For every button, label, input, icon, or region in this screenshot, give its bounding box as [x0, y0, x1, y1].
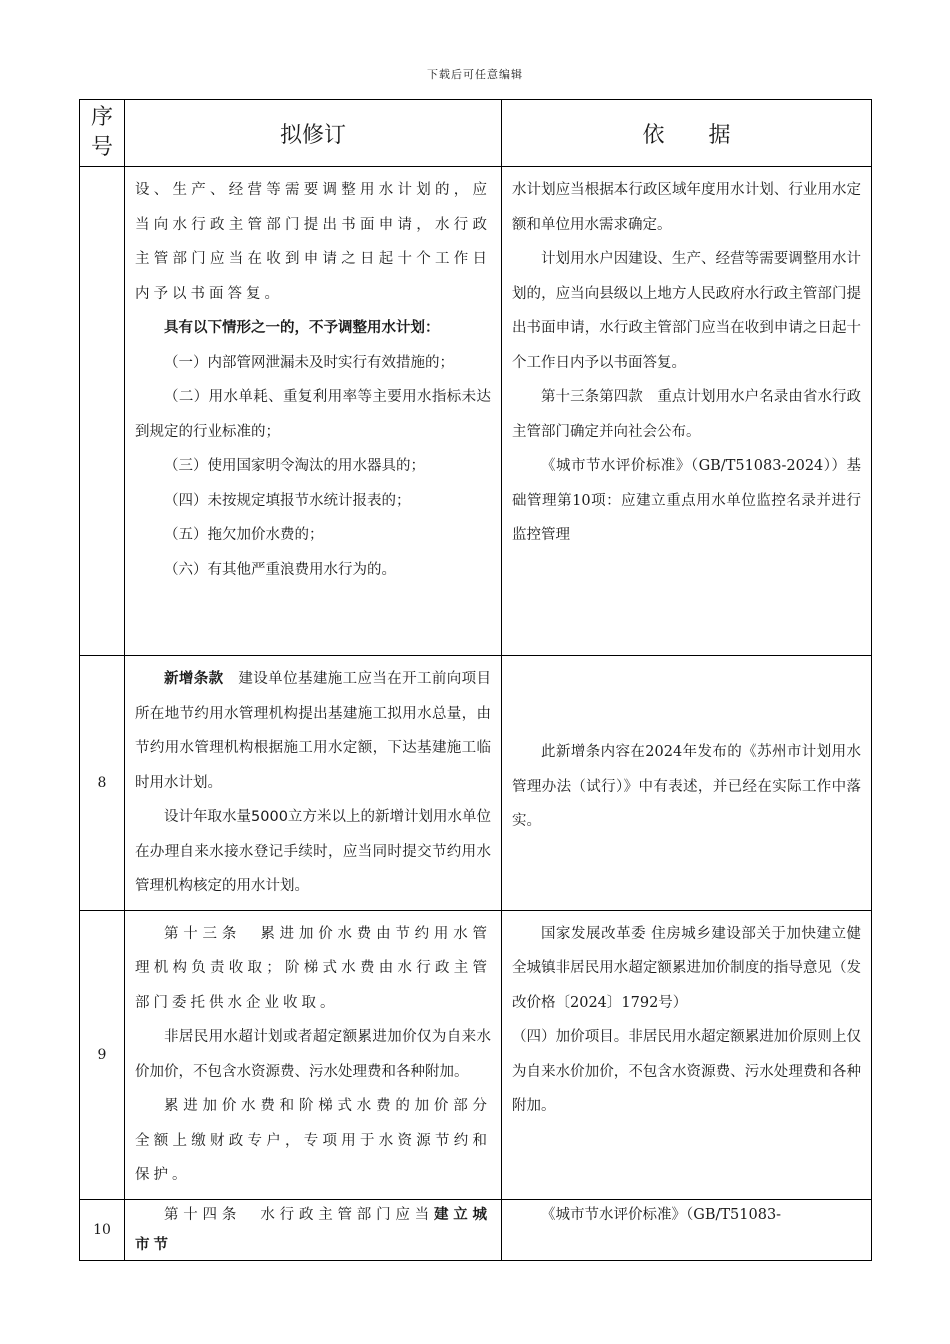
revision-paragraph: （五）拖欠加价水费的；	[164, 527, 324, 543]
header-seq-line2: 号	[90, 135, 113, 160]
revision-cell	[125, 910, 502, 1199]
revision-table	[79, 99, 872, 1261]
row-number	[80, 167, 125, 656]
revision-cell	[125, 167, 502, 656]
revision-paragraph	[135, 1200, 491, 1260]
revision-paragraph: 非居民用水超计划或者超定额累进加价仅为自来水价加价，不包含水资源费、污水处理费和各种附加。	[135, 1029, 491, 1080]
revision-text-bold: 建立城市节	[135, 1206, 491, 1253]
basis-cell	[502, 910, 872, 1199]
row-number: 8	[80, 656, 125, 911]
table-row	[80, 910, 872, 1199]
revision-paragraph: 设计年取水量5000立方米以上的新增计划用水单位在办理自来水接水登记手续时，应当同时提交节约用水管理机构核定的用水计划。	[135, 809, 491, 894]
header-revision: 拟修订	[125, 100, 502, 167]
basis-paragraph: （四）加价项目。非居民用水超定额累进加价原则上仅为自来水价加价，不包含水资源费、污水处理费和各种附加。	[512, 1029, 861, 1114]
table-row	[80, 656, 872, 911]
header-seq	[80, 100, 125, 167]
new-clause-label: 新增条款	[164, 671, 224, 687]
basis-paragraph: 《城市节水评价标准》（GB/T51083-	[541, 1206, 782, 1223]
revision-paragraph: （四）未按规定填报节水统计报表的；	[164, 492, 411, 509]
basis-cell	[502, 1199, 872, 1260]
basis-cell	[502, 167, 872, 656]
revision-paragraph: （六）有其他严重浪费用水行为的。	[164, 561, 396, 578]
row-number: 10	[80, 1199, 125, 1260]
basis-paragraph: 国家发展改革委 住房城乡建设部关于加快建立健全城镇非居民用水超定额累进加价制度的指导意见（发改价格〔2024〕1792号）	[512, 925, 861, 1011]
revision-cell	[125, 1199, 502, 1260]
new-clause-text: 建设单位基建施工应当在开工前向项目所在地节约用水管理机构提出基建施工拟用水总量，由节约用水管理机构根据施工用水定额，下达基建施工临时用水计划。	[135, 671, 492, 791]
revision-paragraph: （三）使用国家明令淘汰的用水器具的；	[164, 458, 425, 474]
table-row	[80, 167, 872, 656]
revision-paragraph: 累进加价水费和阶梯式水费的加价部分全额上缴财政专户，专项用于水资源节约和保护。	[135, 1098, 491, 1183]
basis-paragraph: 此新增条内容在2024年发布的《苏州市计划用水管理办法（试行）》中有表述，并已经在实际工作中落实。	[512, 744, 861, 829]
revision-paragraph: （二）用水单耗、重复利用率等主要用水指标未达到规定的行业标准的；	[135, 389, 491, 440]
revision-text: 第十四条 水行政主管部门应当	[164, 1206, 434, 1223]
basis-paragraph: 《城市节水评价标准》（GB/T51083-2024））基础管理第10项：应建立重点用水单位监控名录并进行监控管理	[512, 458, 861, 543]
basis-paragraph: 第十三条第四款 重点计划用水户名录由省水行政主管部门确定并向社会公布。	[512, 389, 861, 440]
row-number: 9	[80, 910, 125, 1199]
header-basis: 依 据	[502, 100, 872, 167]
revision-paragraph: （一）内部管网泄漏未及时实行有效措施的；	[164, 354, 454, 371]
revision-paragraph: 具有以下情形之一的，不予调整用水计划：	[164, 320, 440, 336]
revision-paragraph: 第十三条 累进加价水费由节约用水管理机构负责收取；阶梯式水费由水行政主管部门委托供水企业收取。	[135, 925, 491, 1011]
basis-cell	[502, 656, 872, 911]
table-header-row	[80, 100, 872, 167]
page-watermark: 下载后可任意编辑	[427, 68, 523, 81]
revision-cell	[125, 656, 502, 911]
basis-paragraph: 水计划应当根据本行政区域年度用水计划、行业用水定额和单位用水需求确定。	[512, 182, 861, 233]
table-row	[80, 1199, 872, 1260]
revision-paragraph	[135, 662, 491, 800]
basis-paragraph: 计划用水户因建设、生产、经营等需要调整用水计划的，应当向县级以上地方人民政府水行政主管部门提出书面申请，水行政主管部门应当在收到申请之日起十个工作日内予以书面答复。	[512, 251, 861, 371]
header-seq-line1: 序	[90, 105, 113, 130]
revision-paragraph: 设、生产、经营等需要调整用水计划的，应当向水行政主管部门提出书面申请，水行政主管部门应当在收到申请之日起十个工作日内予以书面答复。	[135, 182, 491, 302]
